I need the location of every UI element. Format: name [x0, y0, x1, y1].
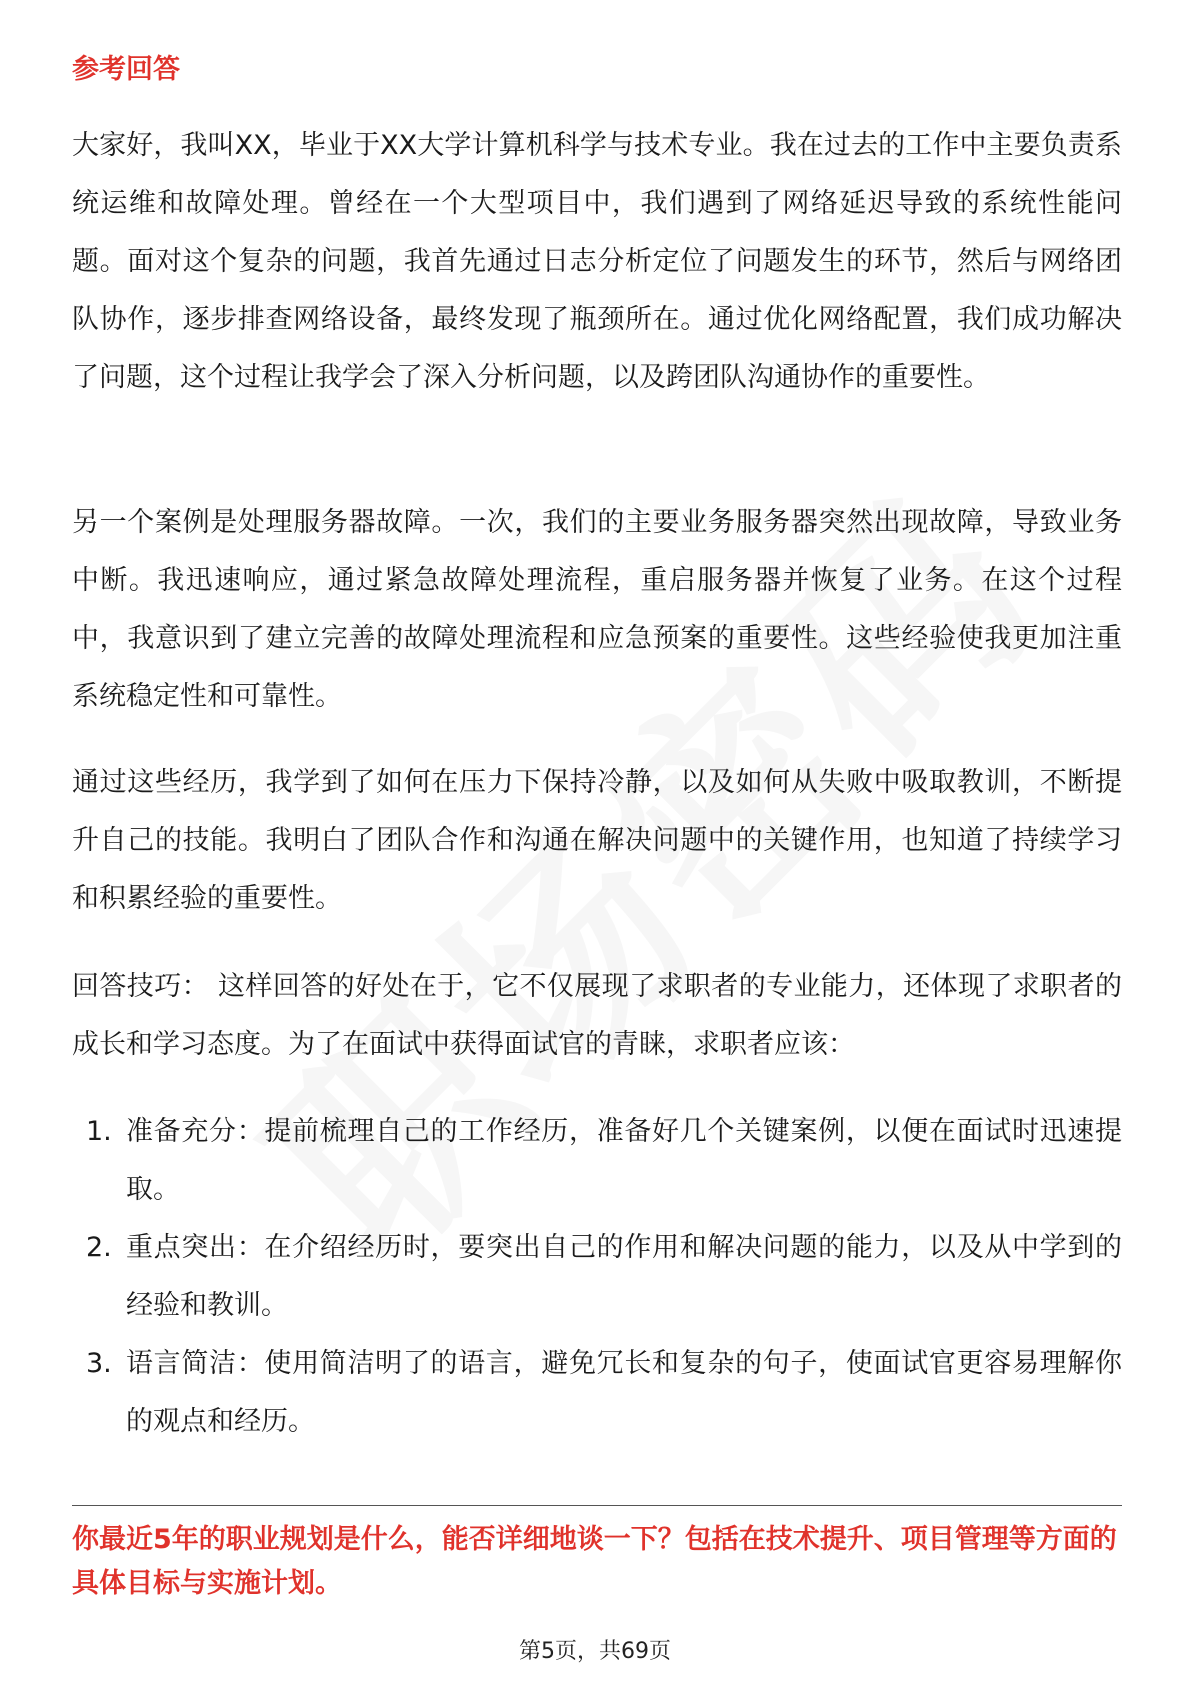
list-item	[72, 1219, 1122, 1335]
section-label: 参考回答	[72, 54, 180, 85]
list-item-number: 2.	[86, 1232, 112, 1263]
page-number: 第5页，共69页	[519, 1639, 671, 1664]
answer-paragraph-3: 通过这些经历，我学到了如何在压力下保持冷静，以及如何从失败中吸取教训，不断提升自己的技能。我明白了团队合作和沟通在解决问题中的关键作用，也知道了持续学习和积累经验的重要性。	[72, 767, 1122, 914]
divider	[72, 1505, 1122, 1506]
list-item-text: 语言简洁：使用简洁明了的语言，避免冗长和复杂的句子，使面试官更容易理解你的观点和经历。	[126, 1348, 1122, 1437]
answer-tips-intro: 回答技巧： 这样回答的好处在于，它不仅展现了求职者的专业能力，还体现了求职者的成长和学习态度。为了在面试中获得面试官的青睐，求职者应该：	[72, 971, 1122, 1060]
next-question: 你最近5年的职业规划是什么，能否详细地谈一下？包括在技术提升、项目管理等方面的具体目标与实施计划。	[72, 1524, 1117, 1599]
list-item	[72, 1103, 1122, 1219]
list-item-number: 3.	[86, 1348, 112, 1379]
list-item	[72, 1335, 1122, 1451]
answer-paragraph-1: 大家好，我叫XX，毕业于XX大学计算机科学与技术专业。我在过去的工作中主要负责系统运维和故障处理。曾经在一个大型项目中，我们遇到了网络延迟导致的系统性能问题。面对这个复杂的问题，我首先通过日志分析定位了问题发生的环节，然后与网络团队协作，逐步排查网络设备，最终发现了瓶颈所在。通过优化网络配置，我们成功解决了问题，这个过程让我学会了深入分析问题，以及跨团队沟通协作的重要性。	[72, 130, 1122, 393]
list-item-number: 1.	[86, 1116, 112, 1147]
tips-list	[72, 1103, 1122, 1451]
answer-paragraph-2: 另一个案例是处理服务器故障。一次，我们的主要业务服务器突然出现故障，导致业务中断。我迅速响应，通过紧急故障处理流程，重启服务器并恢复了业务。在这个过程中，我意识到了建立完善的故障处理流程和应急预案的重要性。这些经验使我更加注重系统稳定性和可靠性。	[72, 507, 1122, 712]
list-item-text: 准备充分：提前梳理自己的工作经历，准备好几个关键案例，以便在面试时迅速提取。	[126, 1116, 1122, 1205]
list-item-text: 重点突出：在介绍经历时，要突出自己的作用和解决问题的能力，以及从中学到的经验和教训。	[126, 1232, 1122, 1321]
